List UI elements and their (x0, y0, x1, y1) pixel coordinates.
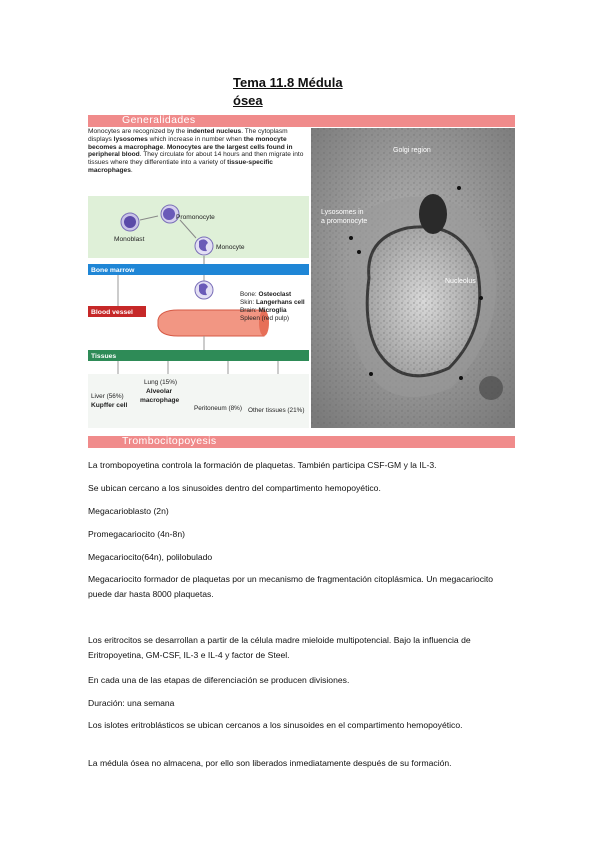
label-macrophage: macrophage (140, 397, 180, 404)
adjacent-cell (479, 376, 503, 400)
label-golgi-region: Golgi region (393, 147, 431, 154)
label-nucleolus: Nucleolus (445, 278, 476, 285)
section-header-trombocitopoyesis (88, 436, 515, 448)
electron-micrograph-figure (311, 128, 515, 428)
label-brain-key: Brain: (240, 307, 259, 314)
caption-segment: . (130, 166, 133, 174)
caption-segment: tissue-specific macrophages (88, 159, 273, 174)
lysosome-dot (357, 250, 361, 254)
title-line-2: ósea (233, 93, 263, 108)
label-tissues: Tissues (91, 353, 117, 360)
label-peritoneum: Peritoneum (8%) (194, 405, 242, 412)
label-lysosomes-line2: a promonocyte (321, 218, 368, 225)
paragraph-almacena: La médula ósea no almacena, por ello son liberados inmediatamente después de su formación. (88, 758, 452, 768)
caption-segment: indented nucleus (186, 128, 242, 135)
paragraph-eritrocitos: Los eritrocitos se desarrollan a partir de la célula madre mieloide multipotencial. Bajo la influencia de Eritropoyetina, GM-CSF, IL-3 e IL-4 y factor de Steel. (88, 635, 471, 660)
paragraph-divisiones: En cada una de las etapas de diferenciación se producen divisiones. (88, 675, 350, 685)
label-bone-value: Osteoclast (258, 291, 292, 298)
label-alveolar: Alveolar (146, 388, 173, 395)
lysosome-dot (459, 376, 463, 380)
caption-segment: which increase in number when (147, 135, 244, 143)
label-kupffer-cell: Kupffer cell (91, 402, 128, 409)
monoblast-nucleus (124, 216, 136, 228)
monocyte-diagram-figure (88, 128, 309, 428)
lysosome-dot (369, 372, 373, 376)
promonocyte-nucleus (163, 208, 175, 220)
paragraph-megacarioblasto: Megacarioblasto (2n) (88, 506, 169, 516)
label-skin-key: Skin: (240, 299, 256, 306)
paragraph-megacariocito: Megacariocito(64n), polilobulado (88, 552, 213, 562)
label-brain-value: Microglia (258, 307, 287, 314)
label-bone-key: Bone: (240, 291, 259, 298)
caption-segment: Monocytes are the largest cells found in peripheral blood (88, 143, 293, 159)
caption-segment: the monocyte becomes a macrophage (88, 135, 287, 151)
paragraph-islotes: Los islotes eritroblásticos se ubican cercanos a los sinusoides en el compartimento hemopoyético. (88, 720, 463, 730)
label-brain (240, 307, 287, 314)
caption-segment: . (163, 143, 167, 151)
lysosome-dot (457, 186, 461, 190)
title-line-1: Tema 11.8 Médula (233, 75, 343, 90)
page-title (233, 74, 343, 110)
caption-segment: Monocytes are recognized by the (88, 128, 187, 135)
paragraph-duracion: Duración: una semana (88, 698, 175, 708)
lysosome-dot (349, 236, 353, 240)
label-skin-value: Langerhans cell (255, 299, 305, 306)
label-spleen: Spleen (red pulp) (240, 315, 290, 322)
label-monocyte: Monocyte (216, 244, 245, 251)
caption-segment: . The cytoplasm displays (88, 128, 288, 143)
label-lung: Lung (15%) (144, 379, 178, 386)
electron-micrograph (311, 128, 515, 428)
paragraph-promegacariocito: Promegacariocito (4n-8n) (88, 529, 185, 539)
dark-granule-mass (419, 194, 447, 234)
caption-segment: lysosomes (113, 135, 148, 143)
label-monoblast: Monoblast (114, 236, 145, 243)
label-promonocyte: Promonocyte (176, 214, 215, 221)
label-bone-marrow: Bone marrow (91, 267, 135, 274)
label-lysosomes-line1: Lysosomes in (321, 209, 364, 216)
lysosome-dot (479, 296, 483, 300)
paragraph-trombopoyetina: La trombopoyetina controla la formación de plaquetas. También participa CSF-GM y la IL-3. (88, 460, 437, 470)
section-header-generalidades (88, 115, 515, 127)
label-blood-vessel: Blood vessel (91, 309, 133, 316)
tissues-band (88, 350, 309, 361)
label-liver: Liver (56%) (91, 393, 124, 400)
label-bone (240, 291, 292, 298)
tissue-distribution-background (88, 374, 309, 428)
section-title-generalidades: Generalidades (122, 114, 196, 126)
label-other-tissues: Other tissues (21%) (248, 407, 305, 414)
caption-segment: . They circulate for about 14 hours and then migrate into tissues where they differentiate into a variety of (88, 151, 304, 167)
section-title-trombocitopoyesis: Trombocitopoyesis (122, 435, 217, 447)
paragraph-ubicacion: Se ubican cercano a los sinusoides dentro del compartimento hemopoyético. (88, 483, 381, 493)
monocyte-diagram (88, 128, 309, 428)
paragraph-fragmentacion: Megacariocito formador de plaquetas por un mecanismo de fragmentación citoplásmica. Un megacariocito puede dar hasta 8000 plaquetas. (88, 574, 494, 599)
label-skin (240, 299, 305, 306)
